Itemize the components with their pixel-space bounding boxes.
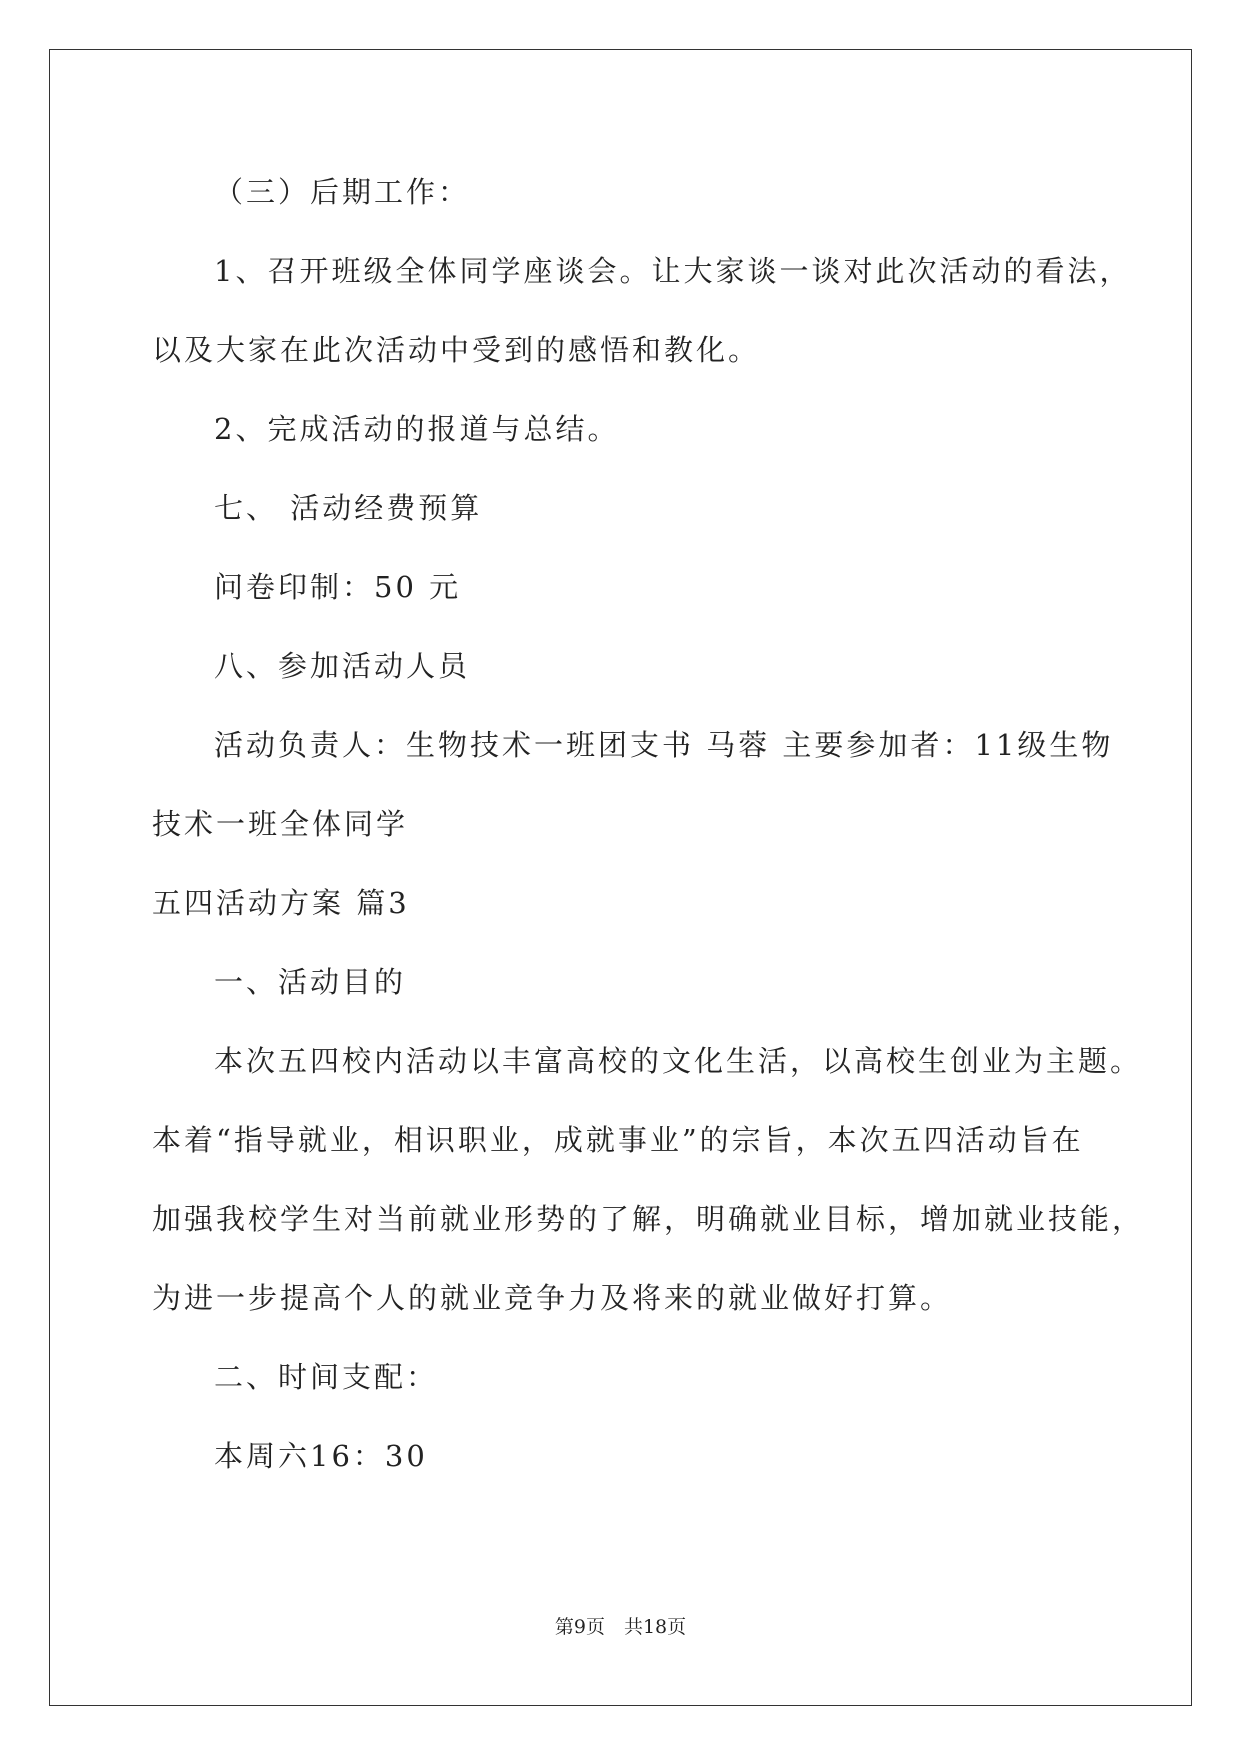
section-heading-budget: 七、 活动经费预算 <box>214 491 483 525</box>
section-heading-later-work: （三）后期工作： <box>214 175 471 209</box>
paragraph-line: 为进一步提高个人的就业竞争力及将来的就业做好打算。 <box>152 1281 953 1315</box>
section-heading-schedule: 二、时间支配： <box>214 1360 439 1394</box>
paragraph-line: 以及大家在此次活动中受到的感悟和教化。 <box>152 333 761 367</box>
paragraph-line: 本次五四校内活动以丰富高校的文化生活，以高校生创业为主题。 <box>214 1044 1143 1078</box>
paragraph-line: 问卷印制：50 元 <box>214 570 462 604</box>
section-heading-participants: 八、参加活动人员 <box>214 649 471 683</box>
paragraph-line: 1、召开班级全体同学座谈会。让大家谈一谈对此次活动的看法， <box>214 254 1132 288</box>
paragraph-line: 加强我校学生对当前就业形势的了解，明确就业目标，增加就业技能， <box>152 1202 1145 1236</box>
section-heading-purpose: 一、活动目的 <box>214 965 407 999</box>
paragraph-line: 活动负责人：生物技术一班团支书 马蓉 主要参加者：11级生物 <box>214 728 1114 762</box>
page-number-footer: 第9页 共18页 <box>554 1616 687 1638</box>
paragraph-line: 本着“指导就业，相识职业，成就事业”的宗旨，本次五四活动旨在 <box>152 1123 1084 1157</box>
paragraph-line: 技术一班全体同学 <box>152 807 409 841</box>
article-title: 五四活动方案 篇3 <box>152 886 410 920</box>
paragraph-line: 2、完成活动的报道与总结。 <box>214 412 620 446</box>
paragraph-line: 本周六16：30 <box>214 1439 428 1473</box>
